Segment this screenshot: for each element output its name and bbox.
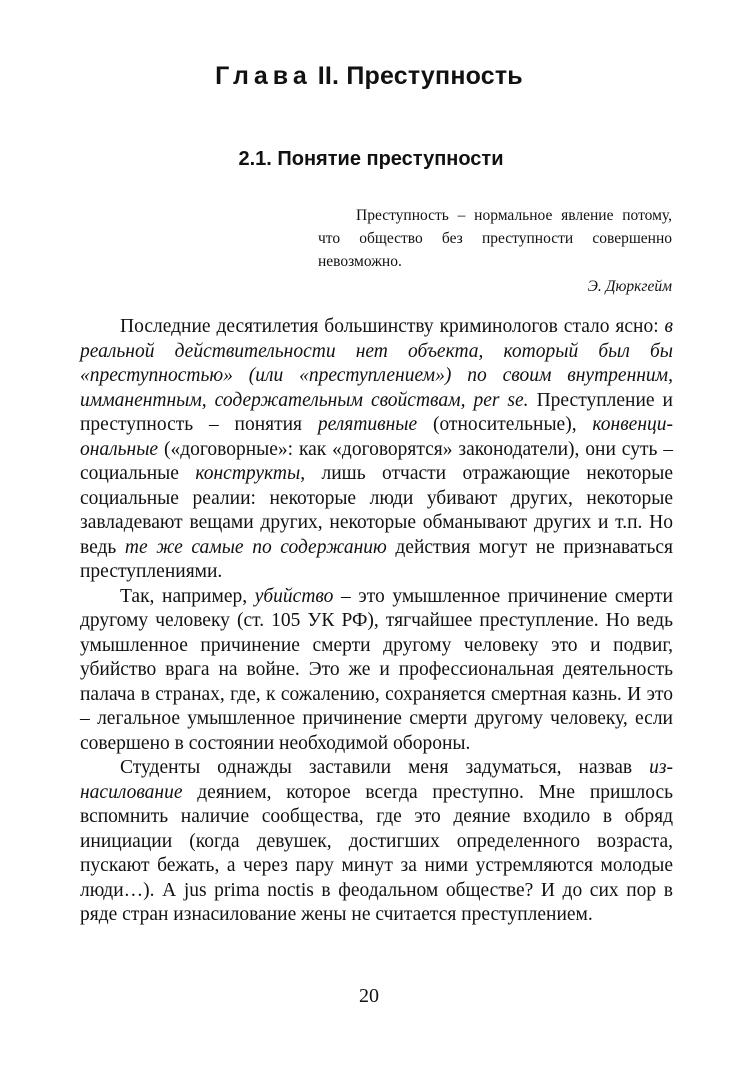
- body-text: [80, 315, 673, 928]
- text-run: Так, например,: [120, 585, 255, 607]
- text-run: – это умышленное причинение смерти другому человеку (ст. 105 УК РФ), тягчайшее преступление. Но ведь умышленное причинение смерти другому человеку это и подвиг, убийство врага на войне. Это же и профессиональная деятельность палача в странах, где, к сожалению, сохраняется смертная казнь. И это – легальное умышленное причинение смерти другому человеку, если совершено в состоянии необходимой обороны.: [80, 585, 673, 754]
- paragraph: [80, 585, 673, 757]
- chapter-label: Глава: [215, 62, 312, 90]
- text-run: деянием, которое всегда преступно. Мне пришлось вспомнить наличие сообщества, где это деяние входило в обряд инициации (когда девушек, достигших определенного возраста, пускают бежать, а через пару минут за ними устремляются молодые люди…). А jus prima noctis в феодальном обществе? И до сих пор в ряде стран изнасилование жены не считается преступлением.: [80, 781, 673, 925]
- text-run: Последние десятилетия большинству криминологов стало ясно:: [120, 316, 665, 337]
- italic-text: релятивные: [317, 414, 418, 435]
- text-run: Преступление и преступность – понятия: [80, 389, 673, 435]
- paragraph: [80, 315, 673, 585]
- text-run: («договорные»: как «договорятся» законодатели), они суть – социальные: [80, 438, 673, 484]
- italic-text: конструкты: [195, 463, 301, 484]
- text-run: , лишь отчасти отражающие некоторые социальные реалии: некоторые люди убивают других, некоторые завладевают вещами других, некоторые обманывают других и т.п. Но ведь: [80, 463, 674, 558]
- italic-text: в реальной действительности нет объекта, который был бы «преступностью» (или «преступлением») по своим внутренним, имманентным, содержательным свойствам, per se.: [80, 316, 673, 411]
- italic-text: изнасилование: [80, 757, 673, 803]
- page-number: 20: [359, 985, 379, 1007]
- italic-text: убийство: [254, 585, 334, 607]
- epigraph: [318, 204, 672, 298]
- section-title: 2.1. Понятие преступности: [238, 148, 504, 170]
- epigraph-text: Преступность – нормальное явление потому, что общество без преступности совершенно невозможно.: [318, 207, 672, 270]
- italic-text: те же самые по содержанию: [124, 536, 387, 558]
- paragraph: [80, 756, 673, 928]
- italic-text: конвенциональные: [80, 414, 673, 460]
- chapter-title: [0, 62, 738, 91]
- text-run: действия могут не признаваться преступлениями.: [80, 536, 673, 582]
- text-run: (относительные),: [417, 414, 593, 435]
- epigraph-author: Э. Дюркгейм: [587, 278, 672, 295]
- text-run: Студенты однажды заставили меня задуматься, назвав: [120, 757, 650, 778]
- chapter-name: II. Преступность: [317, 62, 523, 90]
